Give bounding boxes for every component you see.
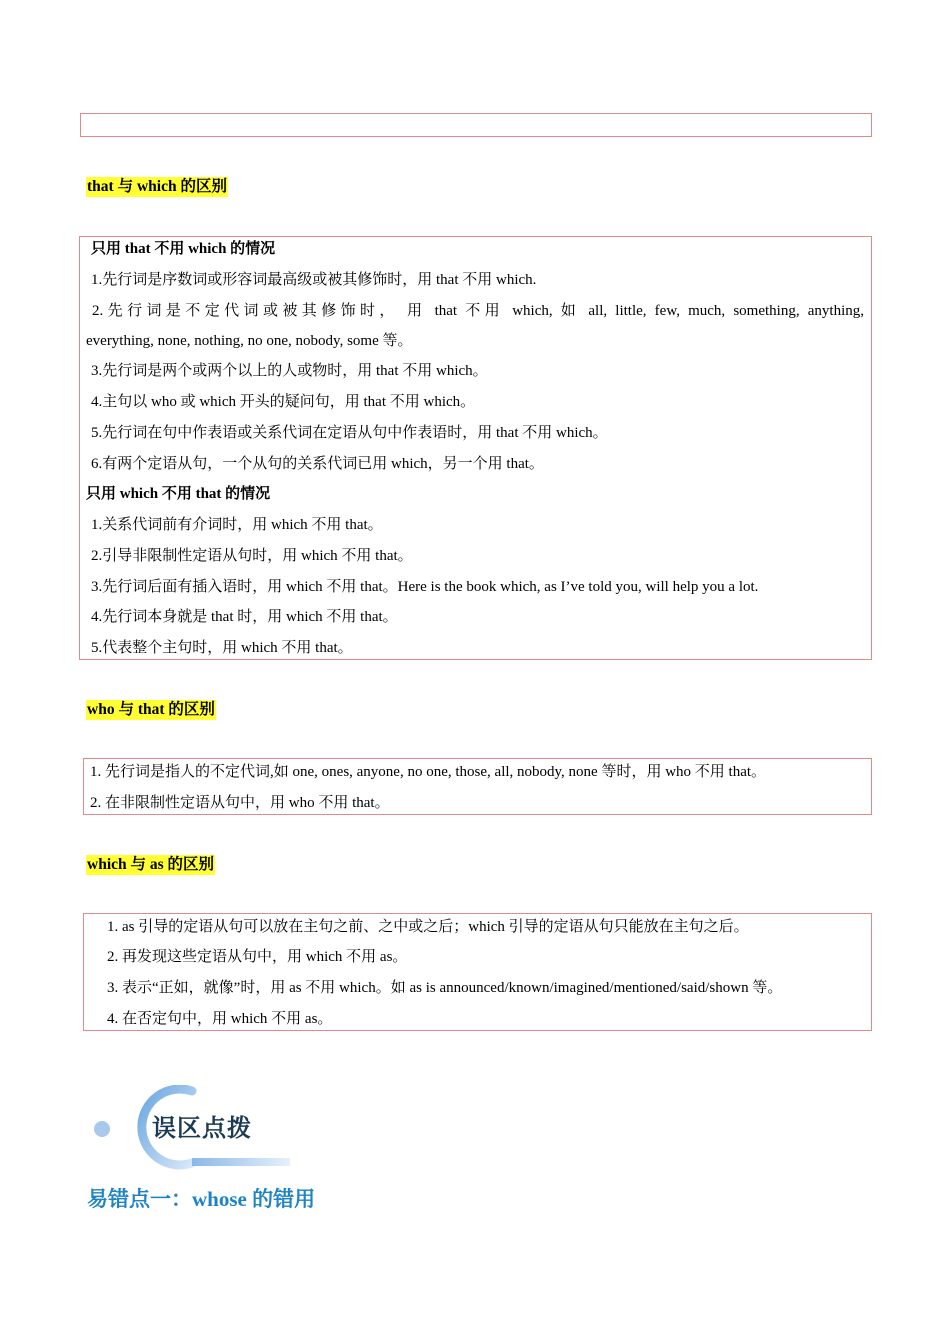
list-item: 2. 再发现这些定语从句中，用 which 不用 as。	[107, 949, 408, 965]
list-item: 3. 表示“正如，就像”时，用 as 不用 which。如 as is announced/known/imagined/mentioned/said/shown 等。	[107, 980, 783, 996]
section-heading-who-that: who 与 that 的区别	[87, 701, 215, 718]
list-item: everything, none, nothing, no one, nobody, some 等。	[86, 333, 413, 349]
list-item: 4.主句以 who 或 which 开头的疑问句，用 that 不用 which。	[91, 394, 476, 410]
banner-title: 误区点拨	[152, 1114, 252, 1142]
section-heading-which-as: which 与 as 的区别	[87, 856, 215, 873]
dot-icon	[94, 1121, 110, 1137]
list-item: 3.先行词是两个或两个以上的人或物时，用 that 不用 which。	[91, 363, 488, 379]
underline-bar	[192, 1158, 290, 1166]
list-item: 4.先行词本身就是 that 时，用 which 不用 that。	[91, 609, 398, 625]
list-item: 2.引导非限制性定语从句时，用 which 不用 that。	[91, 548, 413, 564]
list-item: 5.代表整个主句时，用 which 不用 that。	[91, 640, 353, 656]
error-point-title: 易错点一：whose 的错用	[87, 1187, 316, 1211]
list-item: 4. 在否定句中，用 which 不用 as。	[107, 1011, 333, 1027]
list-item: 3.先行词后面有插入语时，用 which 不用 that。Here is the book which, as I’ve told you, will help you a lot.	[91, 579, 759, 595]
list-item: 6.有两个定语从句，一个从句的关系代词已用 which，另一个用 that。	[91, 456, 544, 472]
list-item: 1.关系代词前有介词时，用 which 不用 that。	[91, 517, 383, 533]
list-item: 2. 在非限制性定语从句中，用 who 不用 that。	[90, 795, 390, 811]
empty-table-box	[80, 113, 872, 137]
only-which-title: 只用 which 不用 that 的情况	[86, 486, 271, 502]
list-item: 1. as 引导的定语从句可以放在主句之前、之中或之后；which 引导的定语从句只能放在主句之后。	[107, 919, 749, 935]
list-item: 2.先行词是不定代词或被其修饰时， 用 that 不用 which, 如 all, little, few, much, something, anything,	[92, 303, 864, 319]
list-item: 1. 先行词是指人的不定代词,如 one, ones, anyone, no one, those, all, nobody, none 等时，用 who 不用 that。	[90, 764, 767, 780]
section-heading-that-which: that 与 which 的区别	[87, 178, 227, 195]
list-item: 5.先行词在句中作表语或关系代词在定语从句中作表语时，用 that 不用 which。	[91, 425, 608, 441]
list-item: 1.先行词是序数词或形容词最高级或被其修饰时，用 that 不用 which.	[91, 272, 537, 288]
only-that-title: 只用 that 不用 which 的情况	[91, 241, 276, 257]
